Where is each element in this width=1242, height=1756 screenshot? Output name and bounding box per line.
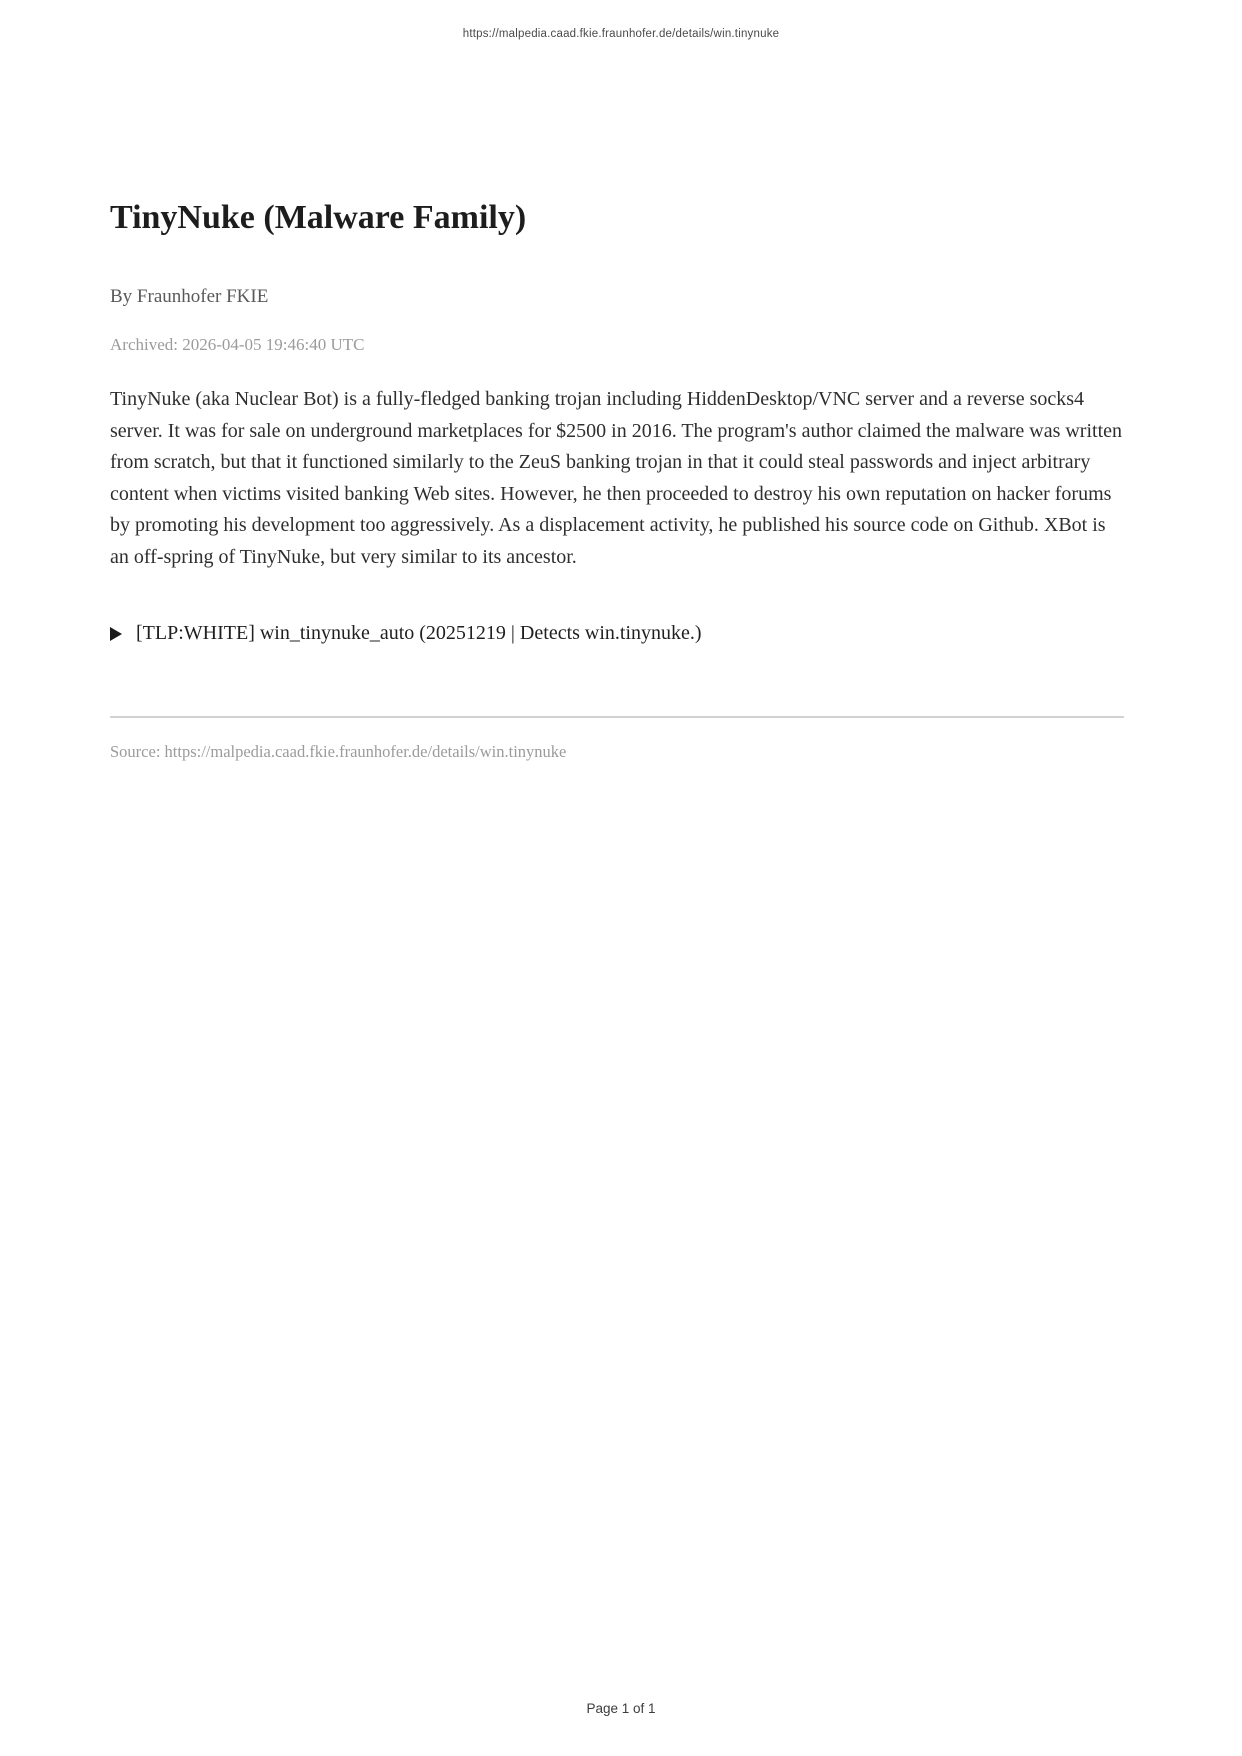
detection-rule-label: [TLP:WHITE] win_tinynuke_auto (20251219 | Detects win.tinynuke.) bbox=[136, 622, 702, 644]
source-line: Source: https://malpedia.caad.fkie.fraunhofer.de/details/win.tinynuke bbox=[110, 741, 567, 761]
archived-timestamp: Archived: 2026-04-05 19:46:40 UTC bbox=[110, 335, 365, 354]
article-description: TinyNuke (aka Nuclear Bot) is a fully-fledged banking trojan including HiddenDesktop/VNC server and a reverse socks4 server. It was for sale on underground marketplaces for $2500 in 2016. The program's author claimed the malware was written from scratch, but that it functioned similarly to the ZeuS banking trojan in that it could steal passwords and inject arbitrary content when victims visited banking Web sites. However, he then proceeded to destroy his own reputation on hacker forums by promoting his development too aggressively. As a displacement activity, he published his source code on Github. XBot is an off-spring of TinyNuke, but very similar to its ancestor. bbox=[110, 388, 1123, 568]
page-title: TinyNuke (Malware Family) bbox=[110, 199, 527, 236]
divider bbox=[110, 716, 1124, 718]
article-content bbox=[110, 0, 1124, 763]
right-triangle-icon bbox=[110, 627, 122, 641]
print-header-url: https://malpedia.caad.fkie.fraunhofer.de/details/win.tinynuke bbox=[462, 28, 780, 40]
detection-rule-toggle[interactable] bbox=[110, 618, 1124, 650]
page-number-indicator: Page 1 of 1 bbox=[586, 1701, 656, 1716]
article-byline: By Fraunhofer FKIE bbox=[110, 286, 269, 307]
